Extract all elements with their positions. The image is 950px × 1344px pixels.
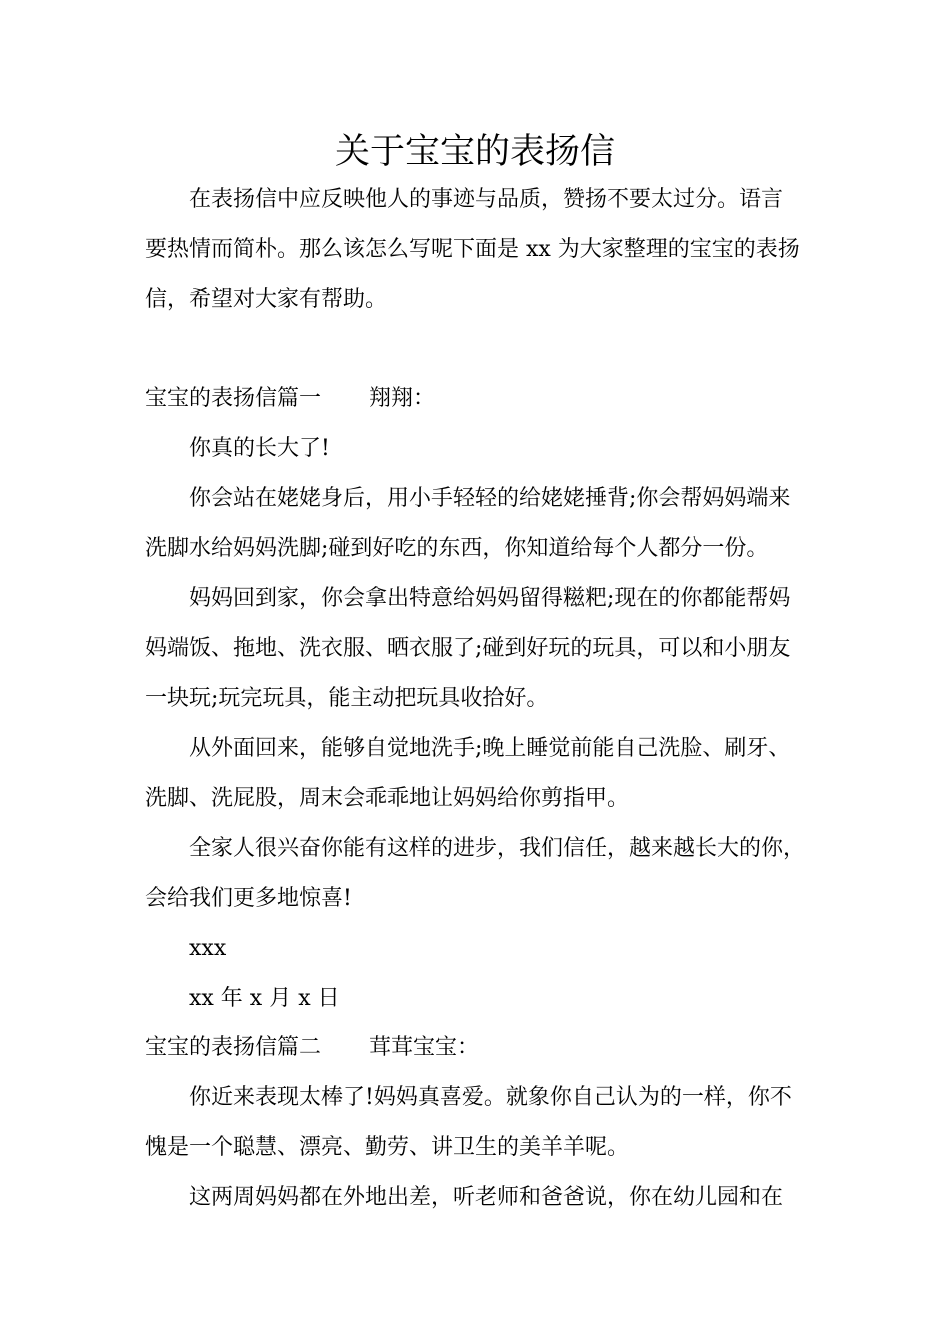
letter1-paragraph-3-line-1: 妈妈回到家，你会拿出特意给妈妈留得糍粑;现在的你都能帮妈 <box>189 586 791 611</box>
letter1-paragraph-2-line-1: 你会站在姥姥身后，用小手轻轻的给姥姥捶背;你会帮妈妈端来 <box>189 486 791 511</box>
letter2-paragraph-2-line-1: 这两周妈妈都在外地出差，听老师和爸爸说，你在幼儿园和在 <box>189 1185 784 1210</box>
letter2-heading-row <box>145 1031 479 1065</box>
letter1-heading: 宝宝的表扬信篇一 <box>145 386 322 411</box>
letter1-paragraph-3-line-3: 一块玩;玩完玩具，能主动把玩具收拾好。 <box>145 686 549 711</box>
letter1-paragraph-1: 你真的长大了! <box>189 436 330 461</box>
letter2-paragraph-1-line-1: 你近来表现太棒了!妈妈真喜爱。就象你自己认为的一样，你不 <box>189 1085 792 1110</box>
letter1-date: xx 年 x 月 x 日 <box>189 986 340 1011</box>
intro-line-1: 在表扬信中应反映他人的事迹与品质，赞扬不要太过分。语言 <box>189 187 784 212</box>
letter1-paragraph-3-line-2: 妈端饭、拖地、洗衣服、晒衣服了;碰到好玩的玩具，可以和小朋友 <box>145 636 791 661</box>
intro-line-3: 信，希望对大家有帮助。 <box>145 287 388 312</box>
letter1-paragraph-4-line-1: 从外面回来，能够自觉地洗手;晚上睡觉前能自己洗脸、刷牙、 <box>189 736 791 761</box>
letter1-signature: xxx <box>189 936 227 961</box>
letter1-recipient: 翔翔： <box>369 386 436 411</box>
document-title: 关于宝宝的表扬信 <box>334 132 615 172</box>
letter2-heading: 宝宝的表扬信篇二 <box>145 1035 322 1060</box>
letter1-paragraph-4-line-2: 洗脚、洗屁股，周末会乖乖地让妈妈给你剪指甲。 <box>145 786 630 811</box>
letter2-paragraph-1-line-2: 愧是一个聪慧、漂亮、勤劳、讲卫生的美羊羊呢。 <box>145 1135 630 1160</box>
intro-line-2: 要热情而简朴。那么该怎么写呢下面是 xx 为大家整理的宝宝的表扬 <box>145 237 800 262</box>
letter1-paragraph-5-line-1: 全家人很兴奋你能有这样的进步，我们信任，越来越长大的你， <box>189 836 806 861</box>
letter1-paragraph-5-line-2: 会给我们更多地惊喜! <box>145 886 352 911</box>
letter1-paragraph-2-line-2: 洗脚水给妈妈洗脚;碰到好吃的东西，你知道给每个人都分一份。 <box>145 536 769 561</box>
letter1-heading-row <box>145 382 435 416</box>
letter2-recipient: 茸茸宝宝： <box>369 1035 480 1060</box>
